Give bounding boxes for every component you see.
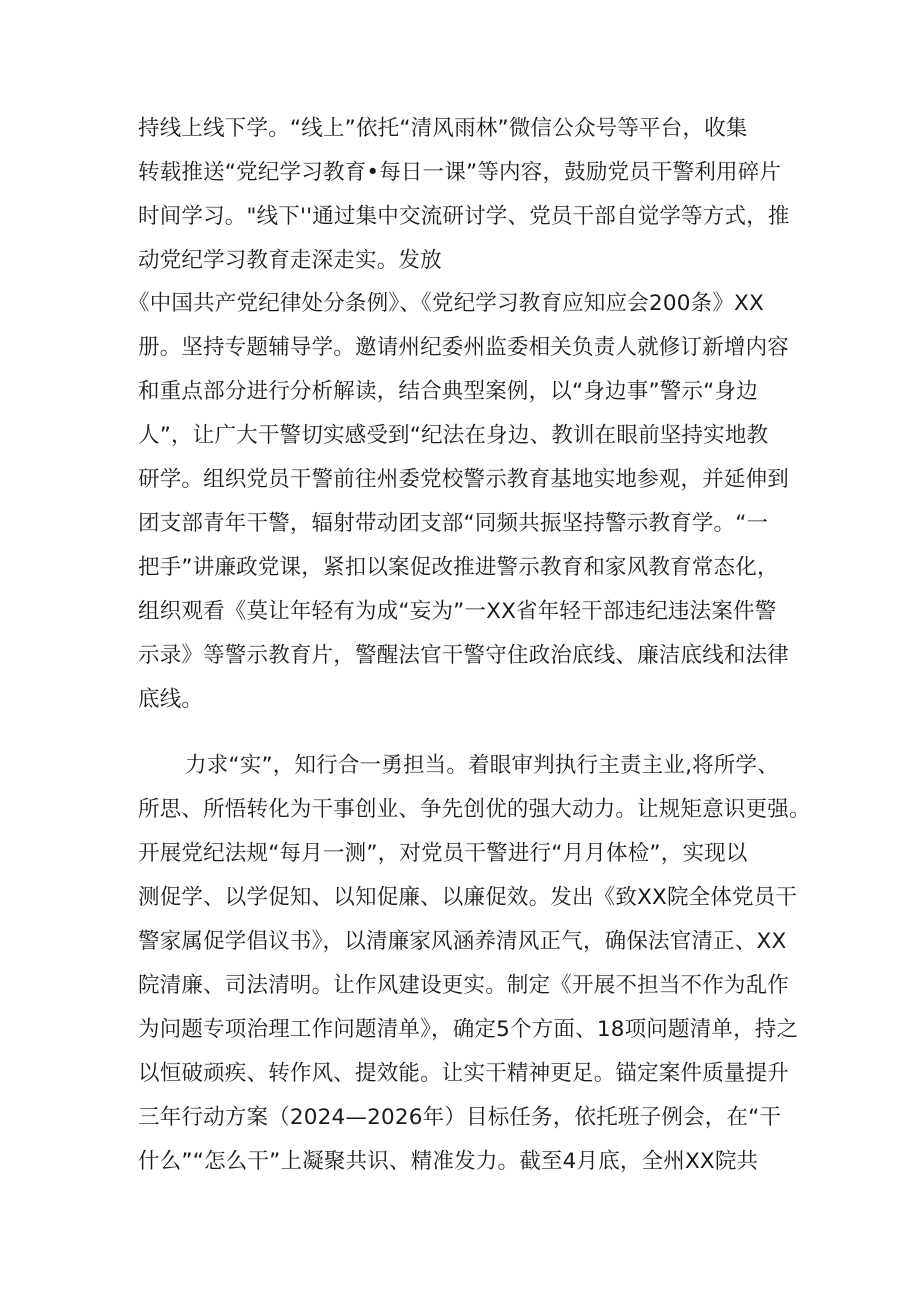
text-line: 转载推送“党纪学习教育•每日一课”等内容，鼓励党员干警利用碎片 (138, 160, 782, 185)
text-line: 人”，让广大干警切实感受到“纪法在身边、教训在眼前坚持实地教 (138, 423, 769, 448)
text-line: 底线。 (138, 687, 204, 712)
text-line: 为问题专项治理工作问题清单》，确定5个方面、18项问题清单，持之 (138, 1017, 799, 1042)
text-line: 时间学习。"线下''通过集中交流研讨学、党员干部自觉学等方式，推 (138, 204, 790, 229)
text-line: 研学。组织党员干警前往州委党校警示教育基地实地参观，并延伸到 (138, 467, 790, 492)
text-line: 以恒破顽疾、转作风、提效能。让实干精神更足。锚定案件质量提升 (138, 1061, 790, 1086)
text-line: 动党纪学习教育走深走实。发放 (138, 248, 442, 273)
text-line: 什么”“怎么干”上凝聚共识、精准发力。截至4月底，全州XX院共 (138, 1149, 759, 1174)
text-line: 组织观看《莫让年轻有为成“妄为”一XX省年轻干部违纪违法案件警 (138, 599, 777, 624)
text-line: 所思、所悟转化为干事创业、争先创优的强大动力。让规矩意识更强。 (138, 797, 811, 822)
text-line: 团支部青年干警，辐射带动团支部“同频共振坚持警示教育学。“一 (138, 511, 769, 536)
text-line: 测促学、以学促知、以知促廉、以廉促效。发出《致XX院全体党员干 (138, 885, 798, 910)
text-line: 册。坚持专题辅导学。邀请州纪委州监委相关负责人就修订新增内容 (138, 335, 790, 360)
text-line: 三年行动方案（2024—2026年）目标任务，依托班子例会，在“干 (138, 1105, 782, 1130)
text-line: 院清廉、司法清明。让作风建设更实。制定《开展不担当不作为乱作 (138, 973, 790, 998)
text-line: 《中国共产党纪律处分条例》、《党纪学习教育应知应会200条》XX (128, 291, 764, 316)
text-line: 示录》等警示教育片，警醒法官干警守住政治底线、廉洁底线和法律 (138, 643, 790, 668)
text-line: 和重点部分进行分析解读，结合典型案例，以“身边事”警示“身边 (138, 379, 758, 404)
text-line: 力求“实”，知行合一勇担当。着眼审判执行主责主业,将所学、 (185, 753, 779, 778)
text-line: 警家属促学倡议书》，以清廉家风涵养清风正气，确保法官清正、XX (138, 929, 787, 954)
text-line: 把手”讲廉政党课，紧扣以案促改推进警示教育和家风教育常态化， (138, 555, 779, 580)
text-line: 开展党纪法规“每月一测”，对党员干警进行“月月体检”，实现以 (138, 841, 748, 866)
text-line: 持线上线下学。“线上”依托“清风雨林”微信公众号等平台，收集 (138, 116, 748, 141)
